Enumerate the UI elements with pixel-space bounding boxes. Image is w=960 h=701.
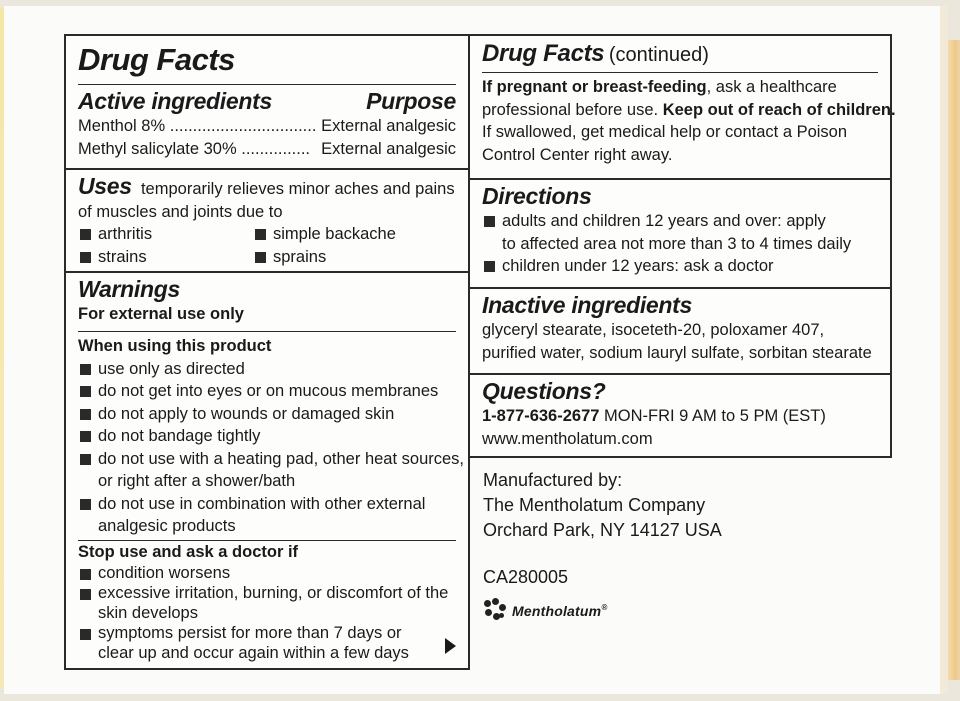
warning-line: analgesic products bbox=[98, 517, 236, 535]
divider bbox=[66, 168, 468, 170]
keep-out-warning: Keep out of reach of children. bbox=[662, 100, 896, 119]
manufacturer-name: The Mentholatum Company bbox=[483, 495, 706, 515]
box-edge-orange bbox=[948, 40, 960, 680]
warning-line: do not use in combination with other external bbox=[98, 494, 426, 513]
divider bbox=[470, 178, 890, 180]
use-item: strains bbox=[78, 246, 253, 269]
ingredient-name: Methyl salicylate 30% bbox=[78, 139, 237, 158]
inactive-section bbox=[470, 291, 890, 364]
leader-dots: ............... bbox=[241, 139, 311, 158]
logo-text: Mentholatum bbox=[512, 603, 602, 619]
professional-text: professional before use. bbox=[482, 100, 663, 119]
product-code: CA280005 bbox=[483, 567, 569, 587]
leader-dots: ................................ bbox=[169, 117, 317, 135]
directions-heading: Directions bbox=[482, 183, 592, 209]
divider bbox=[78, 84, 456, 85]
warning-line: do not use with a heating pad, other heat sources, bbox=[98, 449, 464, 468]
stop-use-heading: Stop use and ask a doctor if bbox=[78, 543, 299, 561]
drug-facts-title: Drug Facts bbox=[78, 42, 235, 77]
manufacturer-label: Manufactured by: bbox=[483, 470, 623, 490]
pregnant-warning: If pregnant or breast-feeding bbox=[482, 78, 707, 96]
warning-item: do not apply to wounds or damaged skin bbox=[78, 403, 456, 426]
continued-suffix: (continued) bbox=[608, 44, 709, 66]
divider bbox=[78, 331, 456, 332]
stop-line: clear up and occur again within a few days bbox=[98, 644, 409, 662]
uses-heading: Uses bbox=[78, 173, 132, 199]
divider bbox=[66, 271, 468, 273]
inactive-heading: Inactive ingredients bbox=[482, 292, 693, 318]
manufacturer-address: Orchard Park, NY 14127 USA bbox=[483, 520, 722, 540]
use-item: simple backache bbox=[253, 223, 453, 246]
website-link: www.mentholatum.com bbox=[482, 429, 653, 448]
stop-item bbox=[78, 583, 456, 623]
ingredient-name: Menthol 8% bbox=[78, 117, 166, 135]
uses-line1: temporarily relieves minor aches and pains bbox=[140, 180, 455, 198]
ingredient-row bbox=[78, 138, 456, 161]
warnings-heading: Warnings bbox=[78, 276, 180, 302]
questions-section bbox=[470, 377, 890, 450]
mentholatum-logo bbox=[484, 600, 607, 622]
warning-item: do not get into eyes or on mucous membranes bbox=[78, 380, 456, 403]
drug-facts-panel bbox=[64, 34, 470, 670]
warning-item bbox=[78, 448, 464, 493]
ingredient-purpose: External analgesic bbox=[321, 139, 456, 158]
divider bbox=[470, 287, 890, 289]
divider bbox=[470, 373, 890, 375]
pregnancy-section bbox=[470, 76, 896, 166]
warning-line: or right after a shower/bath bbox=[98, 472, 296, 490]
continued-header bbox=[470, 40, 890, 68]
stop-line: skin develops bbox=[98, 604, 198, 622]
continued-arrow-icon bbox=[445, 638, 456, 654]
external-use-label: For external use only bbox=[78, 305, 244, 323]
divider bbox=[482, 72, 878, 73]
uses-section bbox=[66, 172, 468, 268]
swallowed-line: If swallowed, get medical help or contact a Poison bbox=[482, 123, 848, 141]
use-item: sprains bbox=[253, 246, 453, 269]
when-using-heading: When using this product bbox=[78, 337, 272, 355]
active-ingredients-section bbox=[66, 87, 468, 160]
ingredient-purpose: External analgesic bbox=[321, 117, 456, 135]
direction-item: children under 12 years: ask a doctor bbox=[482, 255, 878, 278]
direction-line: adults and children 12 years and over: apply bbox=[502, 212, 826, 230]
inactive-line: glyceryl stearate, isoceteth-20, poloxamer 407, bbox=[482, 321, 825, 339]
mentholatum-logo-icon bbox=[484, 600, 506, 622]
directions-section bbox=[470, 182, 890, 278]
purpose-heading: Purpose bbox=[366, 88, 456, 114]
warning-item: use only as directed bbox=[78, 358, 456, 381]
stop-item bbox=[78, 623, 456, 663]
active-ingredients-heading: Active ingredients bbox=[78, 88, 272, 114]
uses-line2: of muscles and joints due to bbox=[78, 202, 283, 221]
stop-line: excessive irritation, burning, or discomfort of the bbox=[98, 584, 449, 602]
use-item: arthritis bbox=[78, 223, 253, 246]
warning-item bbox=[78, 493, 456, 538]
continued-title: Drug Facts bbox=[482, 40, 605, 67]
stop-line: symptoms persist for more than 7 days or bbox=[98, 624, 402, 642]
stop-use-section bbox=[66, 542, 468, 663]
inactive-line: purified water, sodium lauryl sulfate, sorbitan stearate bbox=[482, 343, 872, 362]
pregnant-rest: , ask a healthcare bbox=[706, 78, 837, 96]
phone-hours: MON-FRI 9 AM to 5 PM (EST) bbox=[599, 407, 826, 425]
ingredient-row bbox=[78, 115, 456, 138]
drug-facts-header bbox=[66, 42, 468, 78]
stop-item: condition worsens bbox=[78, 563, 456, 583]
warning-item: do not bandage tightly bbox=[78, 425, 456, 448]
phone-number: 1-877-636-2677 bbox=[482, 407, 600, 425]
direction-line: to affected area not more than 3 to 4 times daily bbox=[502, 234, 852, 253]
divider bbox=[78, 540, 456, 541]
manufacturer-block bbox=[483, 468, 883, 590]
swallowed-line: Control Center right away. bbox=[482, 145, 673, 164]
when-using-section bbox=[66, 335, 468, 538]
questions-heading: Questions? bbox=[482, 378, 606, 404]
warnings-section bbox=[66, 275, 468, 326]
drug-facts-continued-panel bbox=[468, 34, 896, 458]
registered-mark: ® bbox=[601, 603, 608, 612]
direction-item bbox=[482, 210, 878, 255]
